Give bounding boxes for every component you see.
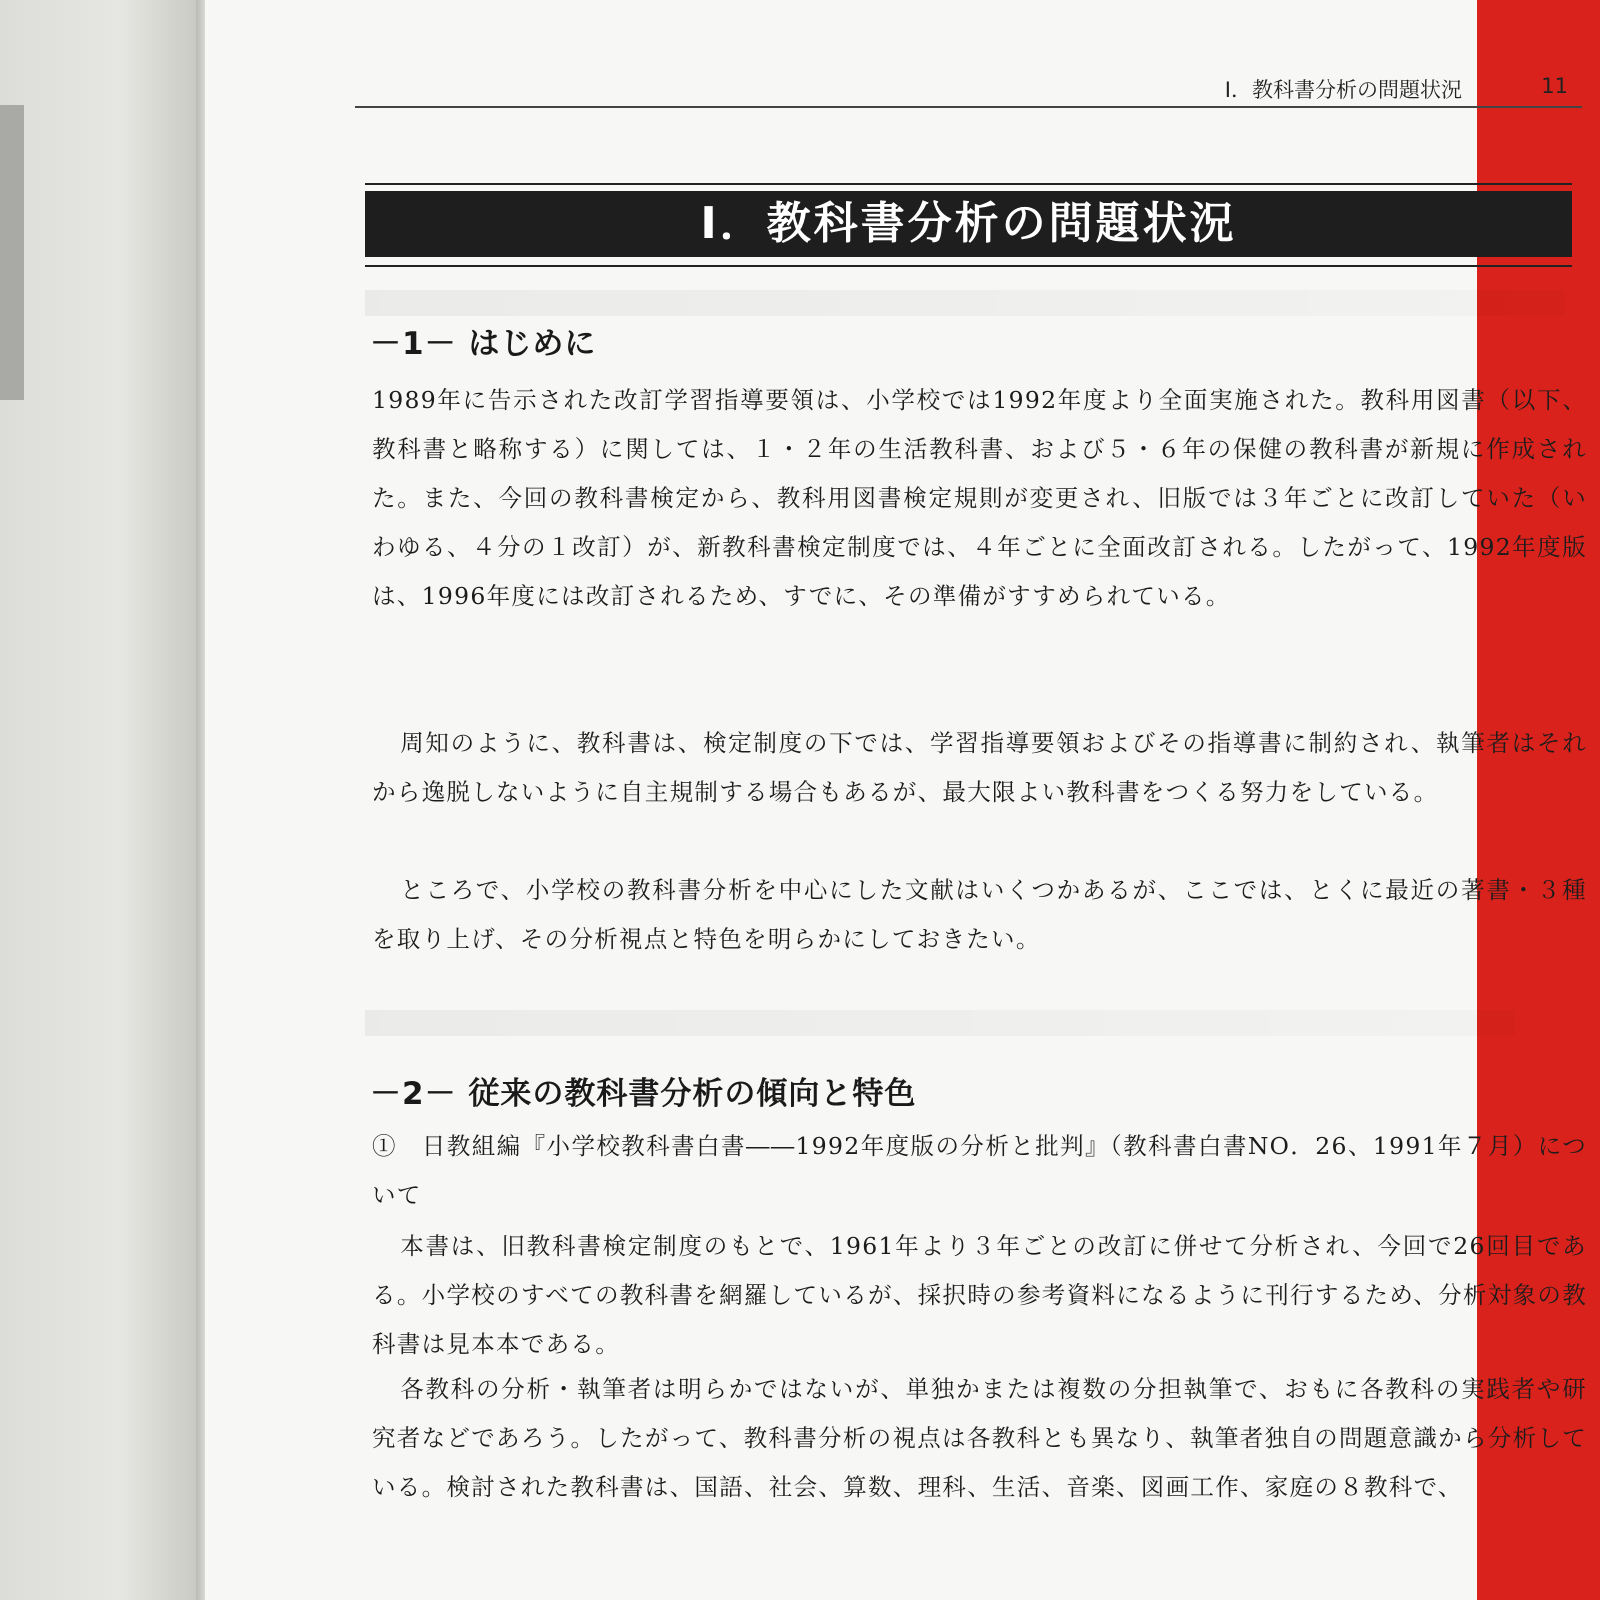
page-number: 11 bbox=[1541, 74, 1568, 98]
chapter-title: Ⅰ．教科書分析の問題状況 bbox=[365, 191, 1572, 257]
paragraph-1: 1989年に告示された改訂学習指導要領は、小学校では1992年度より全面実施された。教科用図書（以下、教科書と略称する）に関しては、１・２年の生活教科書、および５・６年の保健の教科書が新規に作成された。また、今回の教科書検定から、教科用図書検定規則が変更され、旧版では３年ごとに改訂していた（いわゆる、４分の１改訂）が、新教科書検定制度では、４年ごとに全面改訂される。したがって、1992年度版は、1996年度には改訂されるため、すでに、その準備がすすめられている。 bbox=[372, 386, 1587, 610]
left-page-edge bbox=[0, 0, 200, 1600]
running-title: Ⅰ．教科書分析の問題状況 bbox=[1224, 78, 1462, 102]
book-page bbox=[205, 0, 1587, 1600]
paragraph-4: 本書は、旧教科書検定制度のもとで、1961年より３年ごとの改訂に併せて分析され、今回で26回目である。小学校のすべての教科書を網羅しているが、採択時の参考資料になるように刊行するため、分析対象の教科書は見本本である。 bbox=[372, 1232, 1587, 1358]
section-heading-2: －2－ 従来の教科書分析の傾向と特色 bbox=[370, 1076, 917, 1112]
paragraph-2: 周知のように、教科書は、検定制度の下では、学習指導要領およびその指導書に制約され、執筆者はそれから逸脱しないように自主規制する場合もあるが、最大限よい教科書をつくる努力をしている。 bbox=[372, 729, 1587, 806]
paragraph-3: ところで、小学校の教科書分析を中心にした文献はいくつかあるが、ここでは、とくに最近の著書・３種を取り上げ、その分析視点と特色を明らかにしておきたい。 bbox=[372, 876, 1587, 953]
bleed-through bbox=[365, 1010, 1515, 1036]
paragraph-5: 各教科の分析・執筆者は明らかではないが、単独かまたは複数の分担執筆で、おもに各教科の実践者や研究者などであろう。したがって、教科書分析の視点は各教科とも異なり、執筆者独自の問題意識から分析している。検討された教科書は、国語、社会、算数、理科、生活、音楽、図画工作、家庭の８教科で、 bbox=[372, 1375, 1587, 1501]
bleed-through bbox=[365, 290, 1565, 316]
list-item-1: ① 日教組編『小学校教科書白書――1992年度版の分析と批判』（教科書白書NO．26、1991年７月）について bbox=[372, 1132, 1587, 1209]
chapter-banner bbox=[365, 183, 1572, 267]
left-page-tab-mark bbox=[0, 105, 24, 400]
section-heading-1: －1－ はじめに bbox=[370, 326, 597, 362]
running-header bbox=[355, 70, 1582, 108]
